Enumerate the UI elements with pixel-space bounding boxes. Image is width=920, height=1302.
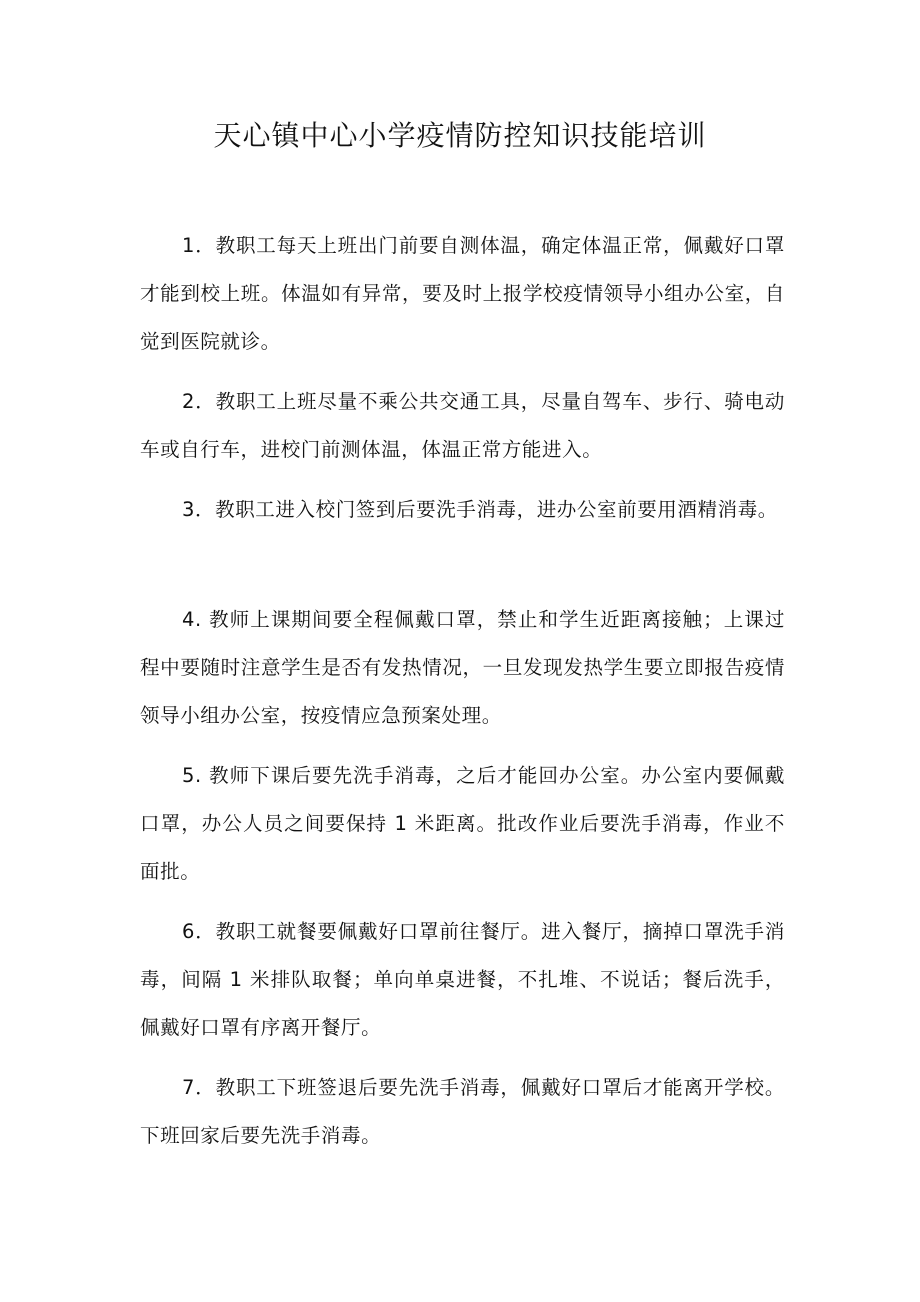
list-item [140,1064,785,1160]
item-number: 2． [182,390,216,413]
item-number: 3． [182,498,216,521]
item-number: 5. [182,764,210,787]
item-text: 教职工上班尽量不乘公共交通工具，尽量自驾车、步行、骑电动车或自行车，进校门前测体温，体温正常方能进入。 [140,390,785,461]
item-text: 教职工就餐要佩戴好口罩前往餐厅。进入餐厅，摘掉口罩洗手消毒，间隔 1 米排队取餐；单向单桌进餐，不扎堆、不说话；餐后洗手，佩戴好口罩有序离开餐厅。 [140,920,785,1039]
item-number: 6． [182,920,216,943]
list-item [140,596,785,740]
list-item [140,486,785,534]
item-text: 教职工下班签退后要先洗手消毒，佩戴好口罩后才能离开学校。下班回家后要先洗手消毒。 [140,1076,785,1147]
list-item [140,378,785,474]
item-text: 教师上课期间要全程佩戴口罩，禁止和学生近距离接触；上课过程中要随时注意学生是否有发热情况，一旦发现发热学生要立即报告疫情领导小组办公室，按疫情应急预案处理。 [140,608,785,727]
item-text: 教职工每天上班出门前要自测体温，确定体温正常，佩戴好口罩才能到校上班。体温如有异常，要及时上报学校疫情领导小组办公室，自觉到医院就诊。 [140,234,785,353]
list-item [140,222,785,366]
list-item [140,908,785,1052]
item-number: 7． [182,1076,216,1099]
item-text: 教职工进入校门签到后要洗手消毒，进办公室前要用酒精消毒。 [215,498,778,521]
list-item [140,752,785,896]
item-text: 教师下课后要先洗手消毒，之后才能回办公室。办公室内要佩戴口罩，办公人员之间要保持 1 米距离。批改作业后要洗手消毒，作业不面批。 [140,764,785,883]
item-number: 4. [182,608,210,631]
item-number: 1． [182,234,216,257]
page-title: 天心镇中心小学疫情防控知识技能培训 [213,119,707,152]
